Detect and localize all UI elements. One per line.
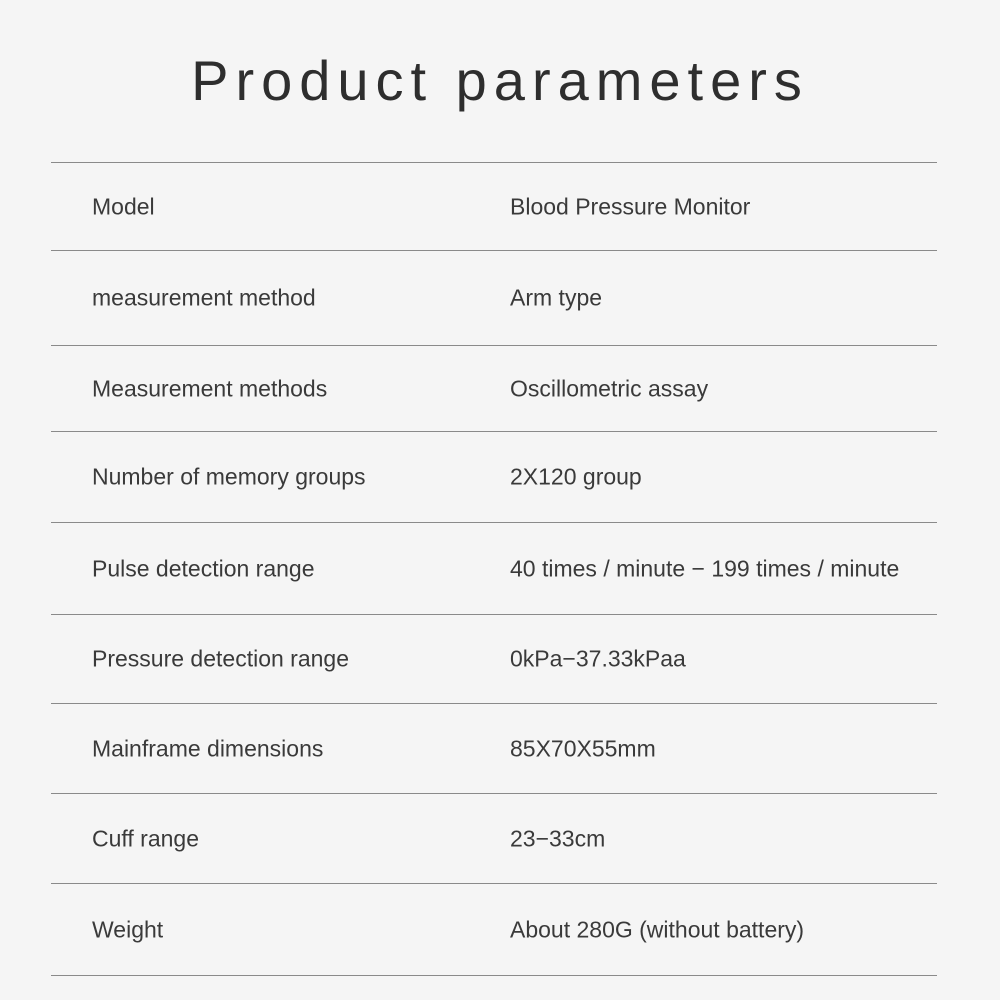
row-label: Model — [92, 193, 155, 219]
row-value: Oscillometric assay — [510, 375, 709, 401]
table-row-weight — [51, 884, 937, 976]
row-label: Mainframe dimensions — [92, 735, 324, 761]
row-value: 85X70X55mm — [510, 735, 656, 761]
parameters-table — [51, 162, 937, 976]
page-title: Product parameters — [191, 49, 809, 112]
row-value: Blood Pressure Monitor — [510, 193, 751, 219]
row-value: Arm type — [510, 284, 603, 311]
row-label: Pulse detection range — [92, 555, 315, 581]
table-row-pulse-range — [51, 523, 937, 615]
table-row-measurement-methods — [51, 346, 937, 432]
row-label: Number of memory groups — [92, 463, 366, 490]
table-row-pressure-range — [51, 615, 937, 704]
table-row-measurement-method — [51, 251, 937, 346]
row-label: Cuff range — [92, 825, 199, 851]
row-value: 0kPa−37.33kPaa — [510, 645, 686, 672]
table-row-model — [51, 163, 937, 251]
row-value: 40 times / minute − 199 times / minute — [510, 555, 900, 581]
table-row-memory-groups — [51, 432, 937, 523]
row-label: measurement method — [92, 284, 316, 311]
row-label: Pressure detection range — [92, 645, 349, 672]
table-row-dimensions — [51, 704, 937, 794]
row-value: 23−33cm — [510, 825, 606, 851]
row-value: About 280G (without battery) — [510, 916, 805, 942]
table-row-cuff-range — [51, 794, 937, 884]
row-label: Measurement methods — [92, 375, 328, 401]
row-label: Weight — [92, 916, 164, 942]
row-value: 2X120 group — [510, 463, 642, 490]
